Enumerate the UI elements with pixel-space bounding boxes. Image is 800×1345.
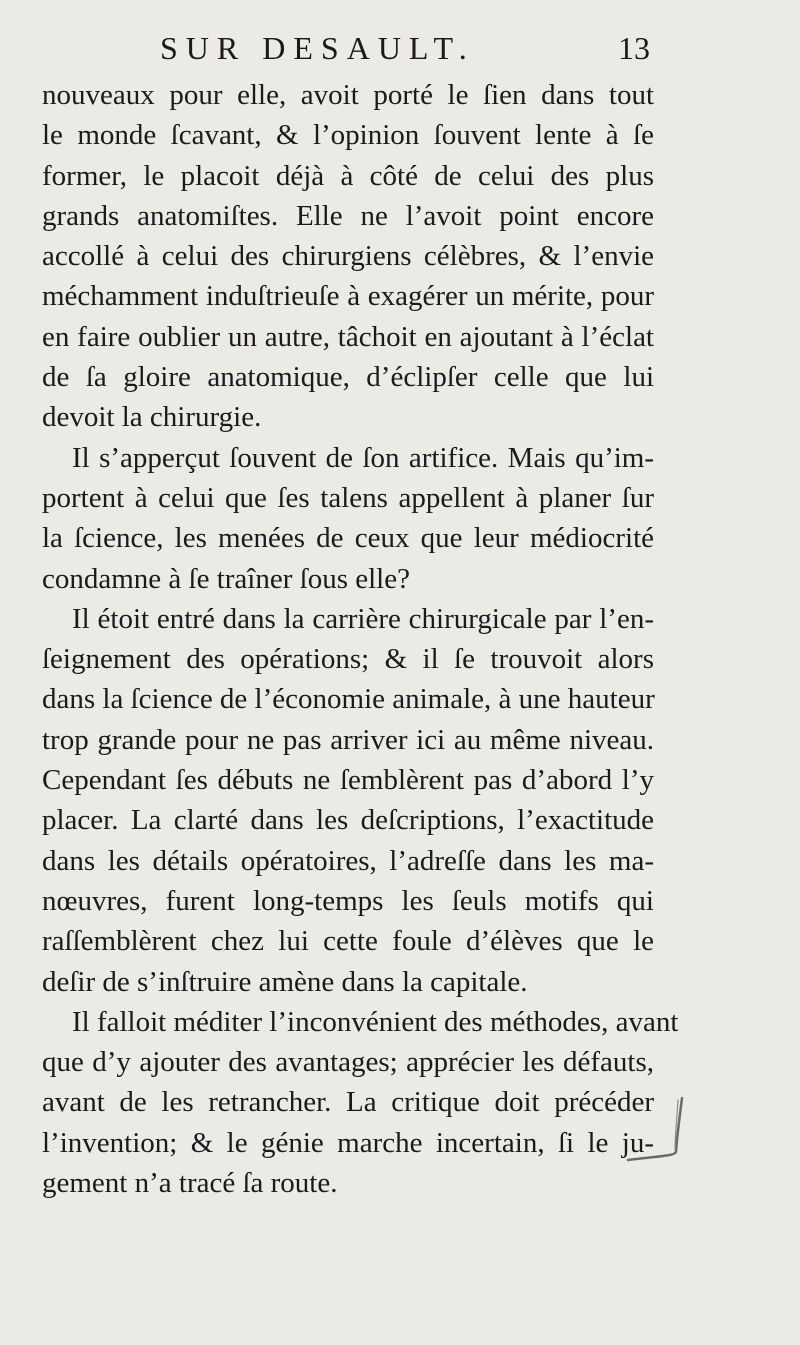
text-line: former, le placoit déjà à côté de celui des plus xyxy=(42,159,654,192)
text-line: gement n’a tracé ſa route. xyxy=(42,1167,338,1200)
text-line: deſir de s’inſtruire amène dans la capitale. xyxy=(42,965,528,998)
text-line: condamne à ſe traîner ſous elle? xyxy=(42,562,410,595)
paragraph-3 xyxy=(42,599,654,1002)
text-line: l’invention; & le génie marche incertain, ſi le ju- xyxy=(42,1126,654,1159)
running-title: SUR DESAULT. xyxy=(160,30,475,66)
text-line: dans les détails opératoires, l’adreſſe dans les ma- xyxy=(42,844,654,877)
text-line: avant de les retrancher. La critique doit précéder xyxy=(42,1086,654,1119)
text-line: portent à celui que ſes talens appellent à planer ſur xyxy=(42,481,654,514)
text-line: le monde ſcavant, & l’opinion ſouvent lente à ſe xyxy=(42,119,654,152)
pencil-mark-icon xyxy=(620,1090,700,1170)
text-line: placer. La clarté dans les deſcriptions, l’exactitude xyxy=(42,804,654,837)
text-line: en faire oublier un autre, tâchoit en ajoutant à l’éclat xyxy=(42,320,654,353)
body-text xyxy=(42,75,679,1203)
page-number: 13 xyxy=(618,30,650,66)
paragraph-4 xyxy=(42,1002,679,1203)
text-line: dans la ſcience de l’économie animale, à une hauteur xyxy=(42,683,655,716)
text-line: méchamment induſtrieuſe à exagérer un mérite, pour xyxy=(42,280,654,313)
text-line: Il étoit entré dans la carrière chirurgicale par l’en- xyxy=(72,602,654,635)
text-line: ſeignement des opérations; & il ſe trouvoit alors xyxy=(42,643,654,676)
text-line: Il s’apperçut ſouvent de ſon artifice. Mais qu’im- xyxy=(72,441,654,474)
text-line: trop grande pour ne pas arriver ici au même niveau. xyxy=(42,723,654,756)
paragraph-1 xyxy=(42,75,654,438)
text-line: la ſcience, les menées de ceux que leur médiocrité xyxy=(42,522,654,555)
text-line: nouveaux pour elle, avoit porté le ſien dans tout xyxy=(42,79,654,111)
text-line: raſſemblèrent chez lui cette foule d’élèves que le xyxy=(42,925,654,958)
text-line: que d’y ajouter des avantages; apprécier les défauts, xyxy=(42,1046,654,1079)
text-line: Il falloit méditer l’inconvénient des méthodes, avant xyxy=(72,1005,679,1038)
text-line: devoit la chirurgie. xyxy=(42,401,262,434)
paragraph-2 xyxy=(42,438,654,599)
text-line: nœuvres, furent long-temps les ſeuls motifs qui xyxy=(42,884,654,917)
text-line: Cependant ſes débuts ne ſemblèrent pas d’abord l’y xyxy=(42,764,654,797)
text-line: de ſa gloire anatomique, d’éclipſer celle que lui xyxy=(42,361,654,394)
text-line: grands anatomiſtes. Elle ne l’avoit point encore xyxy=(42,199,654,232)
running-head xyxy=(160,30,650,70)
text-line: accollé à celui des chirurgiens célèbres, & l’envie xyxy=(42,240,654,273)
